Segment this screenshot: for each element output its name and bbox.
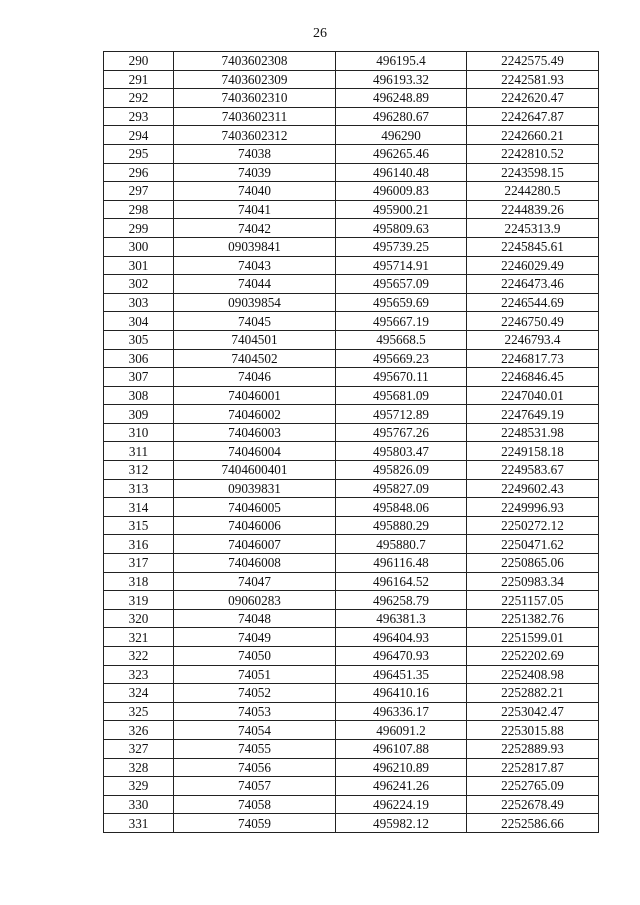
- point-id-cell: 09060283: [174, 591, 336, 610]
- x-coordinate-cell: 496195.4: [336, 52, 467, 71]
- point-id-cell: 74046007: [174, 535, 336, 554]
- point-id-cell: 74046: [174, 368, 336, 387]
- x-coordinate-cell: 496470.93: [336, 647, 467, 666]
- table-row: [104, 777, 599, 796]
- point-id-cell: 7404600401: [174, 461, 336, 480]
- row-index-cell: 295: [104, 144, 174, 163]
- y-coordinate-cell: 2242810.52: [467, 144, 599, 163]
- table-row: [104, 256, 599, 275]
- y-coordinate-cell: 2248531.98: [467, 423, 599, 442]
- row-index-cell: 311: [104, 442, 174, 461]
- point-id-cell: 74044: [174, 275, 336, 294]
- point-id-cell: 74046005: [174, 498, 336, 517]
- point-id-cell: 74050: [174, 647, 336, 666]
- y-coordinate-cell: 2246544.69: [467, 293, 599, 312]
- table-row: [104, 423, 599, 442]
- point-id-cell: 7403602312: [174, 126, 336, 145]
- point-id-cell: 74038: [174, 144, 336, 163]
- x-coordinate-cell: 495667.19: [336, 312, 467, 331]
- point-id-cell: 74057: [174, 777, 336, 796]
- point-id-cell: 7404501: [174, 330, 336, 349]
- point-id-cell: 74046008: [174, 554, 336, 573]
- table-row: [104, 52, 599, 71]
- y-coordinate-cell: 2250272.12: [467, 516, 599, 535]
- y-coordinate-cell: 2246473.46: [467, 275, 599, 294]
- row-index-cell: 315: [104, 516, 174, 535]
- table-row: [104, 89, 599, 108]
- x-coordinate-cell: 495739.25: [336, 237, 467, 256]
- y-coordinate-cell: 2250983.34: [467, 572, 599, 591]
- table-row: [104, 312, 599, 331]
- row-index-cell: 323: [104, 665, 174, 684]
- y-coordinate-cell: 2252678.49: [467, 795, 599, 814]
- table-row: [104, 144, 599, 163]
- x-coordinate-cell: 496280.67: [336, 107, 467, 126]
- point-id-cell: 74043: [174, 256, 336, 275]
- x-coordinate-cell: 496451.35: [336, 665, 467, 684]
- row-index-cell: 303: [104, 293, 174, 312]
- table-row: [104, 572, 599, 591]
- row-index-cell: 317: [104, 554, 174, 573]
- table-row: [104, 275, 599, 294]
- x-coordinate-cell: 496258.79: [336, 591, 467, 610]
- page-number: 26: [313, 26, 327, 41]
- table-body: [104, 52, 599, 833]
- y-coordinate-cell: 2251382.76: [467, 609, 599, 628]
- row-index-cell: 299: [104, 219, 174, 238]
- row-index-cell: 320: [104, 609, 174, 628]
- table-row: [104, 182, 599, 201]
- table-row: [104, 200, 599, 219]
- x-coordinate-cell: 495880.29: [336, 516, 467, 535]
- y-coordinate-cell: 2251157.05: [467, 591, 599, 610]
- row-index-cell: 324: [104, 684, 174, 703]
- row-index-cell: 298: [104, 200, 174, 219]
- y-coordinate-cell: 2252889.93: [467, 739, 599, 758]
- point-id-cell: 74054: [174, 721, 336, 740]
- x-coordinate-cell: 495669.23: [336, 349, 467, 368]
- y-coordinate-cell: 2252765.09: [467, 777, 599, 796]
- point-id-cell: 74052: [174, 684, 336, 703]
- point-id-cell: 74056: [174, 758, 336, 777]
- x-coordinate-cell: 496381.3: [336, 609, 467, 628]
- point-id-cell: 74040: [174, 182, 336, 201]
- table-row: [104, 386, 599, 405]
- y-coordinate-cell: 2245313.9: [467, 219, 599, 238]
- row-index-cell: 331: [104, 814, 174, 833]
- row-index-cell: 328: [104, 758, 174, 777]
- row-index-cell: 314: [104, 498, 174, 517]
- y-coordinate-cell: 2244839.26: [467, 200, 599, 219]
- table-row: [104, 237, 599, 256]
- table-row: [104, 795, 599, 814]
- row-index-cell: 319: [104, 591, 174, 610]
- table-row: [104, 516, 599, 535]
- row-index-cell: 294: [104, 126, 174, 145]
- row-index-cell: 290: [104, 52, 174, 71]
- x-coordinate-cell: 496241.26: [336, 777, 467, 796]
- y-coordinate-cell: 2243598.15: [467, 163, 599, 182]
- table-row: [104, 368, 599, 387]
- x-coordinate-cell: 495900.21: [336, 200, 467, 219]
- row-index-cell: 305: [104, 330, 174, 349]
- table-row: [104, 535, 599, 554]
- y-coordinate-cell: 2242581.93: [467, 70, 599, 89]
- point-id-cell: 74048: [174, 609, 336, 628]
- x-coordinate-cell: 495848.06: [336, 498, 467, 517]
- table-row: [104, 126, 599, 145]
- x-coordinate-cell: 496404.93: [336, 628, 467, 647]
- y-coordinate-cell: 2249602.43: [467, 479, 599, 498]
- y-coordinate-cell: 2251599.01: [467, 628, 599, 647]
- row-index-cell: 329: [104, 777, 174, 796]
- point-id-cell: 7404502: [174, 349, 336, 368]
- x-coordinate-cell: 495714.91: [336, 256, 467, 275]
- table-row: [104, 702, 599, 721]
- row-index-cell: 296: [104, 163, 174, 182]
- row-index-cell: 316: [104, 535, 174, 554]
- point-id-cell: 74046006: [174, 516, 336, 535]
- table-row: [104, 609, 599, 628]
- table-row: [104, 758, 599, 777]
- row-index-cell: 330: [104, 795, 174, 814]
- x-coordinate-cell: 495880.7: [336, 535, 467, 554]
- row-index-cell: 326: [104, 721, 174, 740]
- y-coordinate-cell: 2242620.47: [467, 89, 599, 108]
- x-coordinate-cell: 496193.32: [336, 70, 467, 89]
- point-id-cell: 74051: [174, 665, 336, 684]
- x-coordinate-cell: 496091.2: [336, 721, 467, 740]
- x-coordinate-cell: 496248.89: [336, 89, 467, 108]
- x-coordinate-cell: 495767.26: [336, 423, 467, 442]
- row-index-cell: 307: [104, 368, 174, 387]
- table-row: [104, 442, 599, 461]
- point-id-cell: 7403602311: [174, 107, 336, 126]
- point-id-cell: 74045: [174, 312, 336, 331]
- point-id-cell: 74058: [174, 795, 336, 814]
- y-coordinate-cell: 2249583.67: [467, 461, 599, 480]
- x-coordinate-cell: 496116.48: [336, 554, 467, 573]
- table-row: [104, 647, 599, 666]
- x-coordinate-cell: 495982.12: [336, 814, 467, 833]
- y-coordinate-cell: 2245845.61: [467, 237, 599, 256]
- point-id-cell: 09039831: [174, 479, 336, 498]
- table-row: [104, 498, 599, 517]
- row-index-cell: 302: [104, 275, 174, 294]
- y-coordinate-cell: 2249996.93: [467, 498, 599, 517]
- point-id-cell: 74046003: [174, 423, 336, 442]
- y-coordinate-cell: 2244280.5: [467, 182, 599, 201]
- y-coordinate-cell: 2253042.47: [467, 702, 599, 721]
- y-coordinate-cell: 2246817.73: [467, 349, 599, 368]
- table-row: [104, 107, 599, 126]
- y-coordinate-cell: 2252408.98: [467, 665, 599, 684]
- point-id-cell: 74055: [174, 739, 336, 758]
- y-coordinate-cell: 2246750.49: [467, 312, 599, 331]
- y-coordinate-cell: 2242575.49: [467, 52, 599, 71]
- row-index-cell: 321: [104, 628, 174, 647]
- x-coordinate-cell: 495670.11: [336, 368, 467, 387]
- y-coordinate-cell: 2246029.49: [467, 256, 599, 275]
- x-coordinate-cell: 496224.19: [336, 795, 467, 814]
- row-index-cell: 293: [104, 107, 174, 126]
- table-row: [104, 591, 599, 610]
- table-row: [104, 814, 599, 833]
- x-coordinate-cell: 495803.47: [336, 442, 467, 461]
- table-row: [104, 739, 599, 758]
- point-id-cell: 74046004: [174, 442, 336, 461]
- row-index-cell: 310: [104, 423, 174, 442]
- table-row: [104, 293, 599, 312]
- y-coordinate-cell: 2252882.21: [467, 684, 599, 703]
- point-id-cell: 09039841: [174, 237, 336, 256]
- x-coordinate-cell: 495827.09: [336, 479, 467, 498]
- x-coordinate-cell: 495657.09: [336, 275, 467, 294]
- table-row: [104, 405, 599, 424]
- x-coordinate-cell: 495668.5: [336, 330, 467, 349]
- y-coordinate-cell: 2252202.69: [467, 647, 599, 666]
- table-row: [104, 349, 599, 368]
- point-id-cell: 74039: [174, 163, 336, 182]
- row-index-cell: 308: [104, 386, 174, 405]
- row-index-cell: 304: [104, 312, 174, 331]
- row-index-cell: 309: [104, 405, 174, 424]
- point-id-cell: 74047: [174, 572, 336, 591]
- point-id-cell: 7403602310: [174, 89, 336, 108]
- point-id-cell: 7403602308: [174, 52, 336, 71]
- row-index-cell: 300: [104, 237, 174, 256]
- row-index-cell: 292: [104, 89, 174, 108]
- x-coordinate-cell: 496164.52: [336, 572, 467, 591]
- table-row: [104, 219, 599, 238]
- x-coordinate-cell: 495826.09: [336, 461, 467, 480]
- table-row: [104, 330, 599, 349]
- x-coordinate-cell: 495712.89: [336, 405, 467, 424]
- table-row: [104, 721, 599, 740]
- y-coordinate-cell: 2246793.4: [467, 330, 599, 349]
- point-id-cell: 74042: [174, 219, 336, 238]
- x-coordinate-cell: 495659.69: [336, 293, 467, 312]
- table-row: [104, 684, 599, 703]
- row-index-cell: 291: [104, 70, 174, 89]
- y-coordinate-cell: 2252586.66: [467, 814, 599, 833]
- y-coordinate-cell: 2250865.06: [467, 554, 599, 573]
- x-coordinate-cell: 495681.09: [336, 386, 467, 405]
- x-coordinate-cell: 496140.48: [336, 163, 467, 182]
- row-index-cell: 327: [104, 739, 174, 758]
- x-coordinate-cell: 496265.46: [336, 144, 467, 163]
- point-id-cell: 74049: [174, 628, 336, 647]
- coordinates-table: [103, 51, 599, 833]
- table-row: [104, 628, 599, 647]
- point-id-cell: 74059: [174, 814, 336, 833]
- y-coordinate-cell: 2253015.88: [467, 721, 599, 740]
- row-index-cell: 301: [104, 256, 174, 275]
- y-coordinate-cell: 2242647.87: [467, 107, 599, 126]
- x-coordinate-cell: 495809.63: [336, 219, 467, 238]
- point-id-cell: 74046002: [174, 405, 336, 424]
- table-row: [104, 479, 599, 498]
- x-coordinate-cell: 496107.88: [336, 739, 467, 758]
- y-coordinate-cell: 2249158.18: [467, 442, 599, 461]
- row-index-cell: 313: [104, 479, 174, 498]
- table-row: [104, 163, 599, 182]
- y-coordinate-cell: 2247040.01: [467, 386, 599, 405]
- x-coordinate-cell: 496410.16: [336, 684, 467, 703]
- point-id-cell: 7403602309: [174, 70, 336, 89]
- x-coordinate-cell: 496210.89: [336, 758, 467, 777]
- table-row: [104, 665, 599, 684]
- x-coordinate-cell: 496290: [336, 126, 467, 145]
- y-coordinate-cell: 2242660.21: [467, 126, 599, 145]
- row-index-cell: 306: [104, 349, 174, 368]
- row-index-cell: 318: [104, 572, 174, 591]
- table-row: [104, 554, 599, 573]
- x-coordinate-cell: 496336.17: [336, 702, 467, 721]
- y-coordinate-cell: 2252817.87: [467, 758, 599, 777]
- row-index-cell: 322: [104, 647, 174, 666]
- row-index-cell: 297: [104, 182, 174, 201]
- x-coordinate-cell: 496009.83: [336, 182, 467, 201]
- point-id-cell: 09039854: [174, 293, 336, 312]
- point-id-cell: 74041: [174, 200, 336, 219]
- table-row: [104, 70, 599, 89]
- point-id-cell: 74053: [174, 702, 336, 721]
- row-index-cell: 325: [104, 702, 174, 721]
- y-coordinate-cell: 2250471.62: [467, 535, 599, 554]
- y-coordinate-cell: 2247649.19: [467, 405, 599, 424]
- y-coordinate-cell: 2246846.45: [467, 368, 599, 387]
- table-row: [104, 461, 599, 480]
- point-id-cell: 74046001: [174, 386, 336, 405]
- row-index-cell: 312: [104, 461, 174, 480]
